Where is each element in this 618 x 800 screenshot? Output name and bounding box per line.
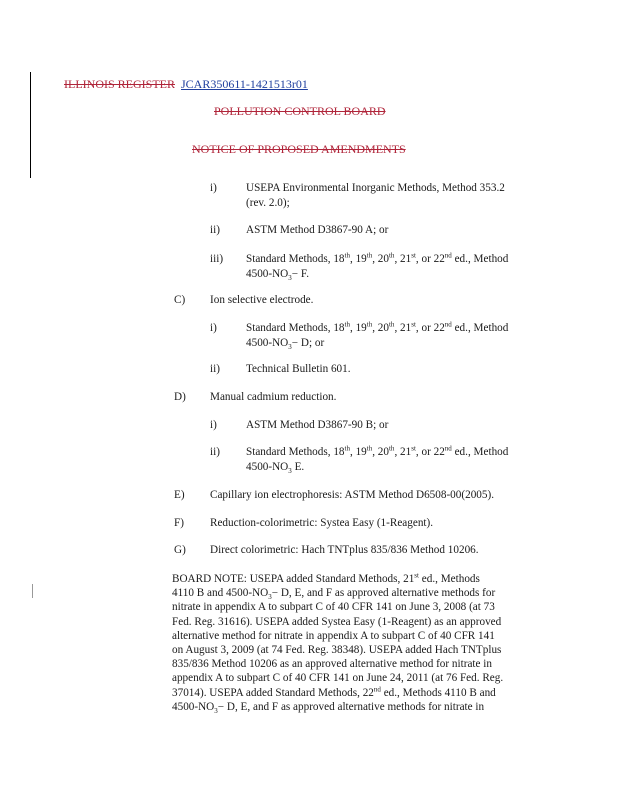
section-text: Manual cadmium reduction.	[210, 391, 337, 403]
section-letter-c: C)	[174, 294, 186, 306]
section-text: Ion selective electrode.	[210, 294, 314, 306]
section-text: Direct colorimetric: Hach TNTplus 835/836 Method 10206.	[210, 544, 479, 556]
item-num-iii: iii)	[210, 253, 224, 265]
register-header	[64, 77, 308, 92]
section-text: Reduction-colorimetric: Systea Easy (1-Reagent).	[210, 517, 434, 529]
register-title-struck: ILLINOIS REGISTER	[64, 77, 175, 91]
item-text: Standard Methods, 18th, 19th, 20th, 21st, or 22nd ed., Method $4500-NO_3$ E.	[246, 444, 509, 476]
item-num-i: i)	[210, 182, 217, 194]
item-line: (rev. 2.0);	[246, 197, 290, 209]
section-letter-g: G)	[174, 544, 186, 556]
item-num-i: i)	[210, 322, 217, 334]
item-num-ii: ii)	[210, 446, 220, 458]
section-letter-d: D)	[174, 391, 186, 403]
board-name-struck: POLLUTION CONTROL BOARD	[214, 104, 386, 118]
section-text: Capillary ion electrophoresis: ASTM Method D6508-00(2005).	[210, 489, 494, 501]
item-text: ASTM Method D3867-90 A; or	[246, 224, 389, 236]
board-note: BOARD NOTE: USEPA added Standard Methods, 21st ed., Methods 4110 B and $4500-NO_3- D$, E, and F as approved alternative methods for nitrate in appendix A to subpart C of 40 CFR 141 on June 3, 2008 (at 73 Fed. Reg. 31616). USEPA added Systea Easy (1-Reagent) as an approved alternative method for nitrate in appendix A to subpart C of 40 CFR 141 on August 3, 2009 (at 74 Fed. Reg. 38348). USEPA added Hach TNTplus 835/836 Method 10206 as an approved alternative method for nitrate in appendix A to subpart C of 40 CFR 141 on June 24, 2011 (at 76 Fed. Reg. 37014). USEPA added Standard Methods, 22nd ed., Methods 4110 B and $4500-NO_3- D$, E, and F as approved alternative methods for nitrate in	[172, 571, 504, 716]
item-text: ASTM Method D3867-90 B; or	[246, 419, 389, 431]
revision-margin-bar	[30, 72, 31, 178]
section-letter-e: E)	[174, 489, 185, 501]
item-text	[246, 181, 505, 211]
jcar-code: JCAR350611-1421513r01	[181, 77, 308, 91]
item-text: Standard Methods, 18th, 19th, 20th, 21st, or 22nd ed., Method $4500-NO_3- D$; or	[246, 320, 509, 352]
section-letter-f: F)	[174, 517, 184, 529]
item-line: USEPA Environmental Inorganic Methods, Method 353.2	[246, 182, 505, 194]
item-text: Technical Bulletin 601.	[246, 363, 351, 375]
revision-margin-tick	[32, 584, 33, 598]
item-num-i: i)	[210, 419, 217, 431]
item-text: Standard Methods, 18th, 19th, 20th, 21st, or 22nd ed., Method $4500-NO_3- F$.	[246, 251, 509, 283]
item-num-ii: ii)	[210, 363, 220, 375]
item-num-ii: ii)	[210, 224, 220, 236]
notice-title-struck: NOTICE OF PROPOSED AMENDMENTS	[192, 142, 406, 156]
